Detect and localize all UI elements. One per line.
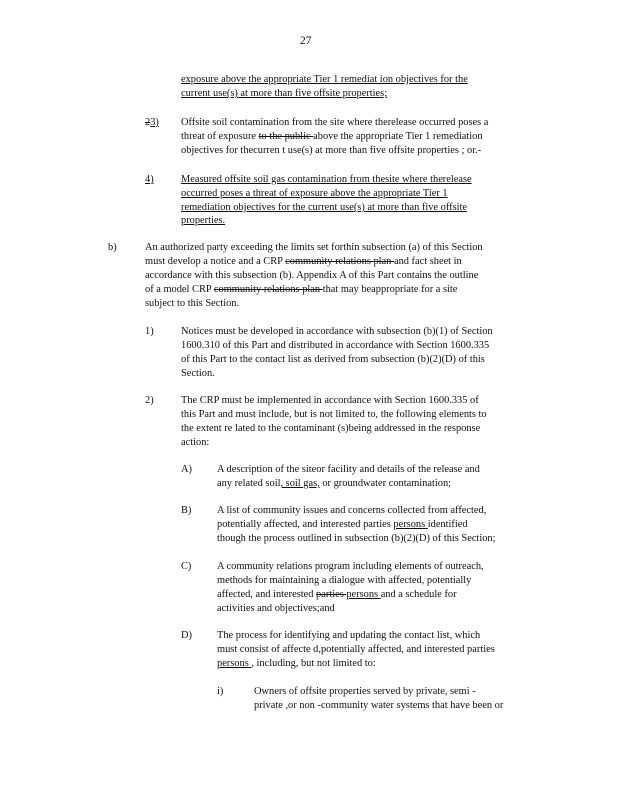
i-line-1: Owners of offsite properties served by private, semi - <box>254 686 476 697</box>
section-b-line-3: accordance with this subsection (b). Appendix A of this Part contains the outline <box>145 270 479 281</box>
section-b-line-5: subject to this Section. <box>145 298 240 309</box>
item-3-line-1: Offsite soil contamination from the site where therelease occurred poses a <box>181 117 489 128</box>
a-number: A) <box>181 464 192 475</box>
i-line-2: private ,or non -community water systems that have been or <box>254 700 504 711</box>
section-b-label: b) <box>108 242 117 253</box>
item-4-line-4: properties. <box>181 215 226 226</box>
item-3-number: 23) <box>145 117 159 128</box>
a-line-2: any related soil, soil gas, or groundwater contamination; <box>217 478 452 489</box>
b1-line-2: 1600.310 of this Part and distributed in accordance with Section 1600.335 <box>181 340 490 351</box>
d-number: D) <box>181 630 192 641</box>
b2-line-4: action: <box>181 437 210 448</box>
c-line-4: activities and objectives;and <box>217 603 335 614</box>
section-b-line-4: of a model CRP community relations plan that may beappropriate for a site <box>145 284 458 295</box>
d-line-2: must consist of affecte d,potentially affected, and interested parties <box>217 644 495 655</box>
b2-line-3: the extent re lated to the contaminant (s)being addressed in the response <box>181 423 481 434</box>
b2-line-2: this Part and must include, but is not limited to, the following elements to <box>181 409 487 420</box>
a-line-1: A description of the siteor facility and details of the release and <box>217 464 480 475</box>
item-4-line-3: remediation objectives for the current use(s) at more than five offsite <box>181 202 468 213</box>
c-line-1: A community relations program including elements of outreach, <box>217 561 484 572</box>
lead-line-2: current use(s) at more than five offsite properties; <box>181 88 388 99</box>
i-number: i) <box>217 686 224 697</box>
item-4-line-1: Measured offsite soil gas contamination from thesite where therelease <box>181 174 472 185</box>
d-line-1: The process for identifying and updating the contact list, which <box>217 630 481 641</box>
item-4-line-2: occurred poses a threat of exposure above the appropriate Tier 1 <box>181 188 448 199</box>
b-line-3: though the process outlined in subsection (b)(2)(D) of this Section; <box>217 533 496 544</box>
b1-line-1: Notices must be developed in accordance with subsection (b)(1) of Section <box>181 326 493 337</box>
b-line-2: potentially affected, and interested parties persons identified <box>217 519 468 530</box>
c-number: C) <box>181 561 192 572</box>
page-number: 27 <box>300 35 312 47</box>
b2-line-1: The CRP must be implemented in accordance with Section 1600.335 of <box>181 395 479 406</box>
item-4-number: 4) <box>145 174 154 185</box>
b1-line-4: Section. <box>181 368 215 379</box>
d-line-3: persons , including, but not limited to: <box>217 658 376 669</box>
b1-number: 1) <box>145 326 154 337</box>
section-b-line-2: must develop a notice and a CRP community relations plan and fact sheet in <box>145 256 462 267</box>
b-number: B) <box>181 505 192 516</box>
b2-number: 2) <box>145 395 154 406</box>
section-b-line-1: An authorized party exceeding the limits set forthin subsection (a) of this Section <box>145 242 483 253</box>
item-3-line-3: objectives for thecurren t use(s) at more than five offsite properties ; or.- <box>181 145 482 156</box>
c-line-3: affected, and interested parties persons and a schedule for <box>217 589 457 600</box>
item-3-line-2: threat of exposure to the public above the appropriate Tier 1 remediation <box>181 131 483 142</box>
b-line-1: A list of community issues and concerns collected from affected, <box>217 505 487 516</box>
c-line-2: methods for maintaining a dialogue with affected, potentially <box>217 575 472 586</box>
lead-line-1: exposure above the appropriate Tier 1 remediat ion objectives for the <box>181 74 468 85</box>
b1-line-3: of this Part to the contact list as derived from subsection (b)(2)(D) of this <box>181 354 485 365</box>
